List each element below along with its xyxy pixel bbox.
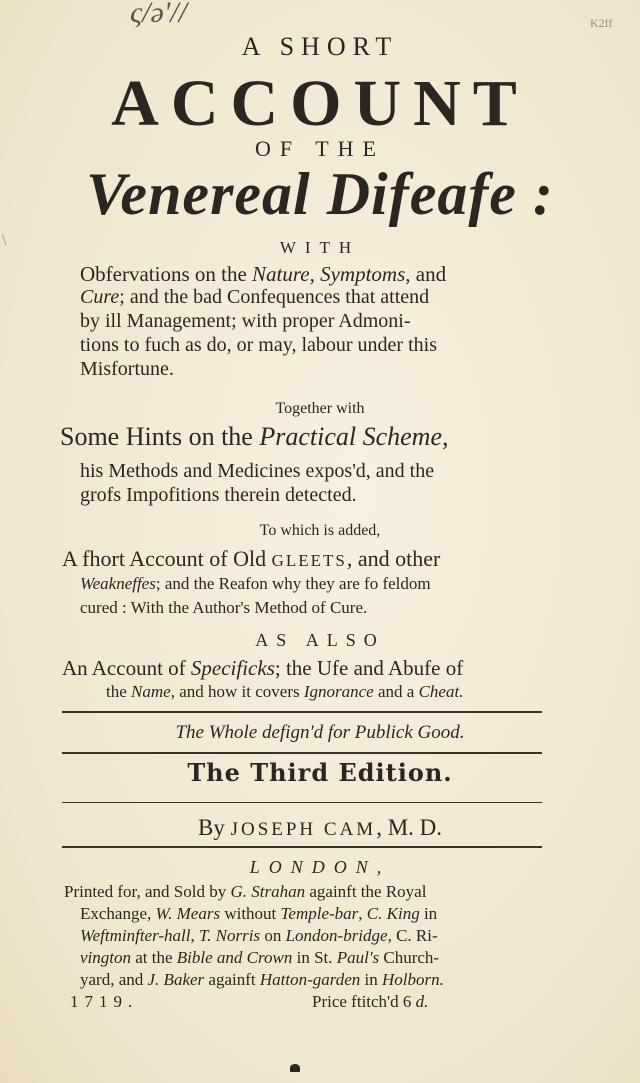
title-line-1: A SHORT xyxy=(241,32,399,61)
corner-stamp: K2ff xyxy=(590,16,613,30)
rule-4 xyxy=(62,846,542,848)
whole-design: The Whole defign'd for Publick Good. xyxy=(175,722,465,743)
edition: The Third Edition. xyxy=(187,758,453,787)
to-which-added: To which is added, xyxy=(259,522,381,539)
rule-1 xyxy=(62,711,542,713)
printers-ornament xyxy=(290,1064,300,1072)
with-heading: WITH xyxy=(279,238,361,257)
title-line-4: Venereal Difeafe : xyxy=(86,161,554,227)
together-with: Together with xyxy=(275,400,365,417)
margin-mark: \ xyxy=(2,232,7,249)
title-page: ς/ə'// K2ff \ A SHORT ACCOUNT OF THE Venereal Difeafe : WITH Obfervations on the Nature, Symptoms, and Cure; and the bad Confequences that attend by ill Management; with proper Admoni- tions to fuch as do, or may, labour under this Misfortune. Together with Some Hints on the Practical Scheme, his Methods and Medicines expos'd, and the grofs Impofitions therein detected. To which is added, A fhort Account of Old GLEETS, and other Weakneffes; and the Reafon why they are fo feldom cured : With the Author's Method of Cure. AS ALSO An Account of Specificks; the Ufe and Abufe of the Name, and how it covers Ignorance and a Cheat. The Whole defign'd for Publick Good. The Third Edition. By JOSEPH CAM, M. D. LONDON, Printed for, and Sold by G. Strahan againft the Royal Exchange, W. Mears without Temple-bar, C. King in Weftminfter-hall, T. Norris on London-bridge, C. Ri- vington at the Bible and Crown in St. Paul's Church- yard, and J. Baker againft Hatton-garden in Holborn. 1719. Price ftitch'd 6 d. xyxy=(0,0,640,1083)
rule-3 xyxy=(62,802,542,803)
as-also: AS ALSO xyxy=(255,630,385,650)
title-line-3: OF THE xyxy=(255,136,385,161)
rule-2 xyxy=(62,752,542,754)
author-line: By JOSEPH CAM, M. D. xyxy=(197,815,443,840)
title-line-2: ACCOUNT xyxy=(111,67,529,140)
imprint-place: LONDON, xyxy=(249,857,391,877)
manuscript-mark: ς/ə'// xyxy=(130,0,187,29)
